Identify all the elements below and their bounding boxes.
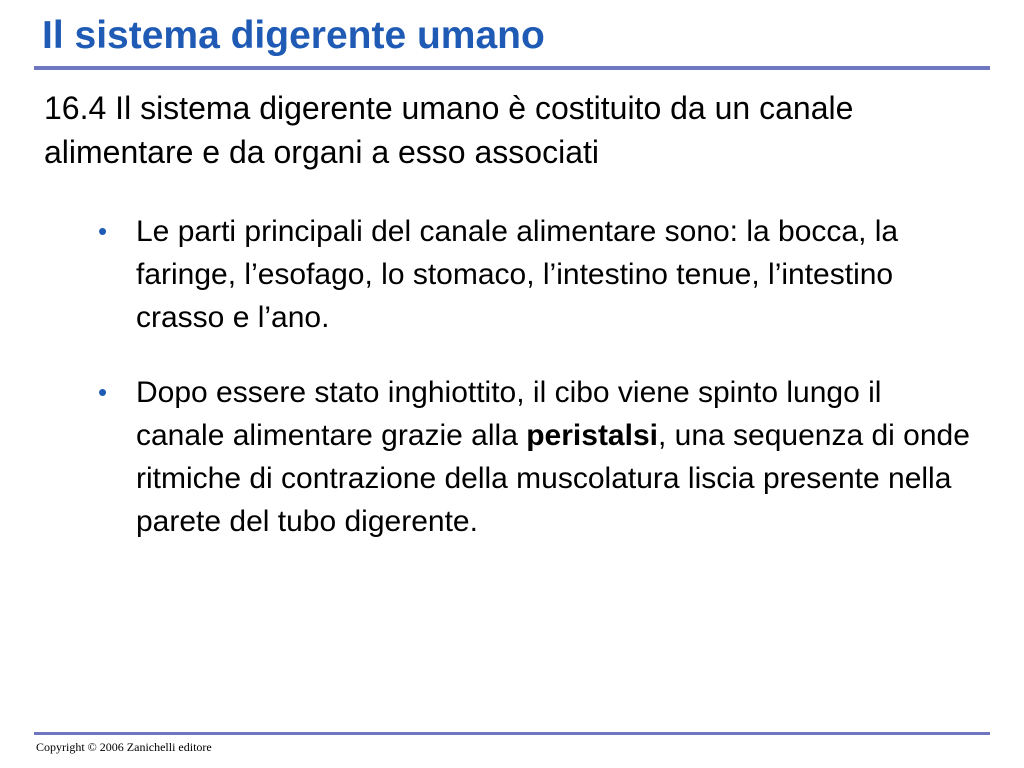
bullet-text-end: , una sequenza di onde ritmiche di contrazione della muscolatura liscia presente nella parete del tubo digerente. — [136, 419, 970, 538]
bullet-item-alimentary-canal — [98, 210, 978, 339]
title-divider — [34, 66, 990, 70]
bullet-text — [136, 376, 970, 538]
section-subheading: 16.4 Il sistema digerente umano è costituito da un canale alimentare e da organi a esso associati — [44, 90, 854, 170]
footer-divider — [34, 732, 990, 735]
bullet-list — [98, 210, 978, 575]
copyright-notice: Copyright © 2006 Zanichelli editore — [36, 740, 212, 754]
bullet-text-start: Dopo essere stato inghiottito, il cibo viene spinto lungo il canale alimentare grazie alla — [136, 376, 882, 452]
bullet-icon: • — [98, 377, 108, 407]
bullet-icon: • — [98, 216, 108, 246]
bullet-item-peristalsis — [98, 371, 978, 543]
bullet-text: Le parti principali del canale alimentare sono: la bocca, la faringe, l’esofago, lo stomaco, l’intestino tenue, l’intestino crasso e l’ano. — [136, 215, 899, 334]
slide-title: Il sistema digerente umano — [42, 14, 545, 57]
bold-term-peristalsis: peristalsi — [526, 419, 658, 452]
